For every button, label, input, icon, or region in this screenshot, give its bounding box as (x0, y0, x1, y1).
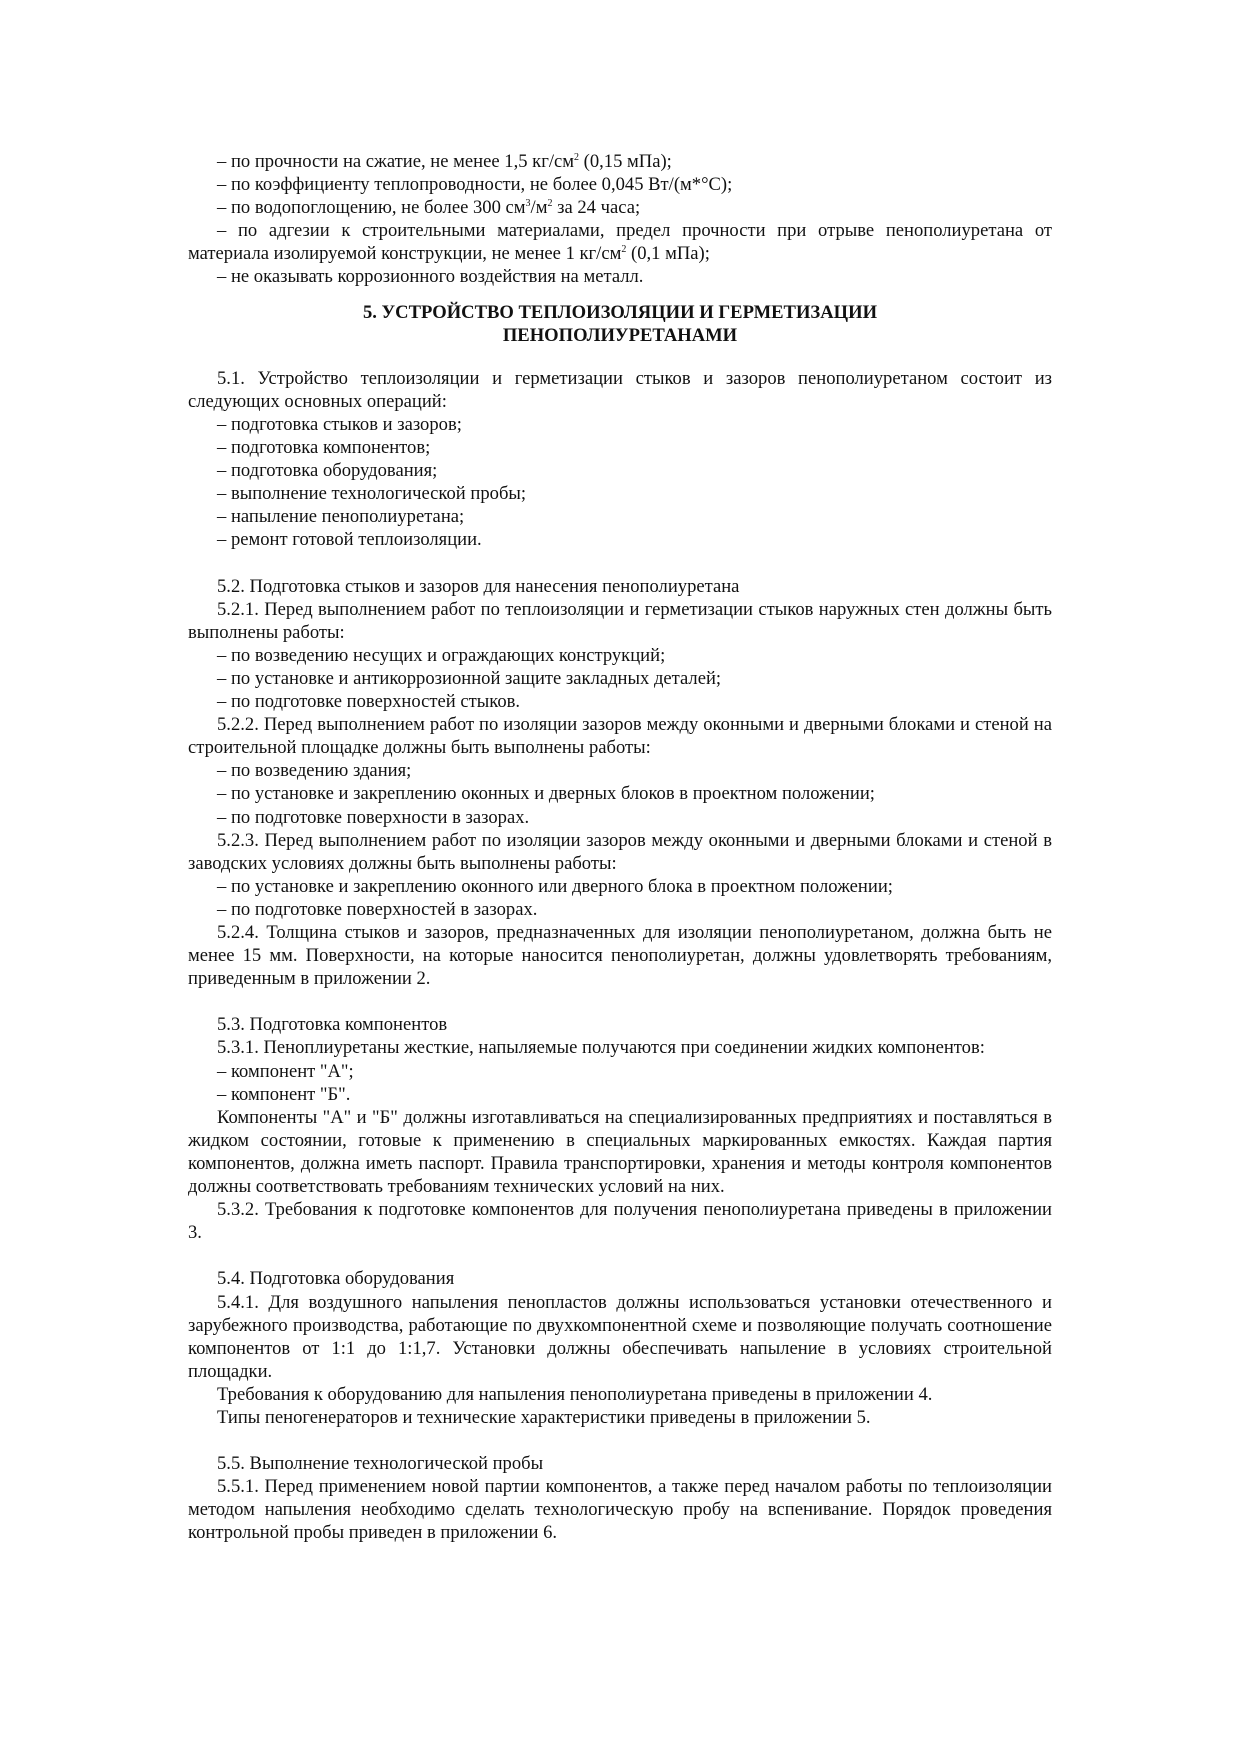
paragraph-5-1: 5.1. Устройство теплоизоляции и герметизации стыков и зазоров пенополиуретаном состоит из следующих основных операций: (188, 367, 1052, 412)
paragraph-5-2-1: 5.2.1. Перед выполнением работ по теплоизоляции и герметизации стыков наружных стен должны быть выполнены работы: (188, 598, 1052, 643)
list-item: – по установке и антикоррозионной защите закладных деталей; (217, 667, 722, 689)
paragraph-5-3-1: 5.3.1. Пеноплиуретаны жесткие, напыляемые получаются при соединении жидких компонентов: (217, 1037, 985, 1059)
paragraph-5-2-4: 5.2.4. Толщина стыков и зазоров, предназначенных для изоляции пенополиуретаном, должна быть не менее 15 мм. Поверхности, на которые наносится пенополиуретан, должны удовлетворять требованиям, приведенным в приложении 2. (188, 922, 1052, 990)
list-item: – ремонт готовой теплоизоляции. (217, 529, 482, 551)
list-item: – по подготовке поверхности в зазорах. (217, 806, 530, 828)
list-item: – не оказывать коррозионного воздействия на металл. (217, 266, 644, 288)
document-page (188, 150, 1052, 1545)
paragraph-5-2-3: 5.2.3. Перед выполнением работ по изоляции зазоров между оконными и дверными блоками и стеной в заводских условиях должны быть выполнены работы: (188, 829, 1052, 874)
list-item: – по подготовке поверхностей в зазорах. (217, 898, 538, 920)
list-item: – по возведению здания; (217, 760, 412, 782)
list-item: – выполнение технологической пробы; (217, 483, 527, 505)
list-item: – по коэффициенту теплопроводности, не более 0,045 Вт/(м*°С); (217, 174, 733, 196)
paragraph-components: Компоненты "А" и "Б" должны изготавливаться на специализированных предприятиях и поставляться в жидком состоянии, готовые к применению в специальных маркированных емкостях. Каждая партия компонентов, должна иметь паспорт. Правила транспортировки, хранения и методы контроля компонентов должны соответствовать требованиям технических условий на них. (188, 1106, 1052, 1198)
paragraph-foam-generator-types: Типы пеногенераторов и технические характеристики приведены в приложении 5. (217, 1406, 871, 1428)
paragraph-equipment-requirements: Требования к оборудованию для напыления пенополиуретана приведены в приложении 4. (217, 1383, 933, 1405)
list-item: – по установке и закреплению оконного или дверного блока в проектном положении; (217, 875, 893, 897)
subsection-title-5-4: 5.4. Подготовка оборудования (217, 1268, 455, 1290)
list-item: – по возведению несущих и ограждающих конструкций; (217, 644, 666, 666)
paragraph-5-3-2: 5.3.2. Требования к подготовке компонентов для получения пенополиуретана приведены в приложении 3. (188, 1199, 1052, 1244)
paragraph-5-5-1: 5.5.1. Перед применением новой партии компонентов, а также перед началом работы по теплоизоляции методом напыления необходимо сделать технологическую пробу на вспенивание. Порядок проведения контрольной пробы приведен в приложении 6. (188, 1476, 1052, 1544)
list-item: – компонент "А"; (217, 1060, 354, 1082)
list-item: – подготовка стыков и зазоров; (217, 413, 462, 435)
list-item: – по установке и закреплению оконных и дверных блоков в проектном положении; (217, 783, 875, 805)
list-item: – по адгезии к строительными материалами, предел прочности при отрыве пенополиуретана от материала изолируемой конструкции, не менее 1 $кг/см^2$ (0,1 мПа); (188, 220, 1052, 265)
list-item: – напыление пенополиуретана; (217, 506, 465, 528)
subsection-title-5-2: 5.2. Подготовка стыков и зазоров для нанесения пенополиуретана (217, 575, 740, 597)
section-heading (188, 301, 1052, 347)
list-item: – подготовка оборудования; (217, 460, 438, 482)
list-item: – компонент "Б". (217, 1083, 351, 1105)
subsection-title-5-5: 5.5. Выполнение технологической пробы (217, 1453, 544, 1475)
paragraph-5-2-2: 5.2.2. Перед выполнением работ по изоляции зазоров между оконными и дверными блоками и стеной на строительной площадке должны быть выполнены работы: (188, 714, 1052, 759)
paragraph-5-4-1: 5.4.1. Для воздушного напыления пенопластов должны использоваться установки отечественного и зарубежного производства, работающие по двухкомпонентной схеме и позволяющие получать соотношение компонентов от 1:1 до 1:1,7. Установки должны обеспечивать напыление в условиях строительной площадки. (188, 1291, 1052, 1382)
section-heading-line: 5. УСТРОЙСТВО ТЕПЛОИЗОЛЯЦИИ И ГЕРМЕТИЗАЦИИ (362, 301, 878, 323)
list-item: – по прочности на сжатие, не менее 1,5 $кг/см^2$ (0,15 мПа); (217, 151, 672, 172)
subsection-title-5-3: 5.3. Подготовка компонентов (217, 1014, 448, 1036)
list-item: – по подготовке поверхностей стыков. (217, 691, 521, 713)
list-item: – по водопоглощению, не более 300 $см^3/м^2$ за 24 часа; (217, 197, 641, 219)
section-heading-line: ПЕНОПОЛИУРЕТАНАМИ (502, 324, 738, 346)
list-item: – подготовка компонентов; (217, 437, 431, 459)
